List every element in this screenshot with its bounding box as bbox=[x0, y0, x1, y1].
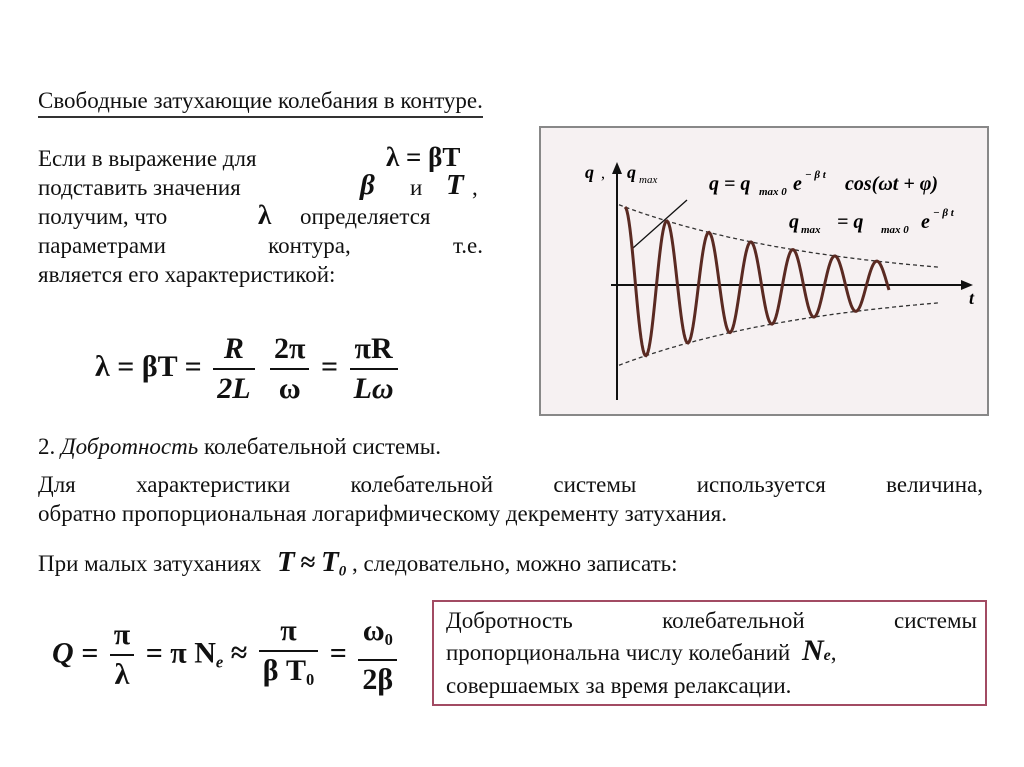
q-frac3-num: ω bbox=[362, 614, 385, 647]
ne-box-subscript: e bbox=[823, 647, 831, 664]
q-frac2-den: β T bbox=[262, 654, 307, 687]
quality-line-2: обратно пропорциональная логарифмическому декременту затухания. bbox=[38, 501, 727, 526]
q-formula-mid: = π N bbox=[145, 636, 216, 670]
y-label-q: q bbox=[585, 162, 594, 182]
t-symbol-2: T bbox=[276, 546, 295, 578]
formula1-lhs: q = q bbox=[709, 173, 751, 195]
lambda-formula bbox=[95, 330, 402, 408]
formula2-sub2: max 0 bbox=[881, 224, 909, 236]
fraction-3-numerator: πR bbox=[350, 330, 398, 370]
formula2-sub1: max bbox=[801, 224, 821, 236]
intro-line-1: Если в выражение для bbox=[38, 146, 257, 171]
quality-paragraph bbox=[38, 470, 983, 528]
y-label-sep: , bbox=[601, 165, 605, 182]
q-frac2-num: π bbox=[259, 612, 319, 652]
section-term: Добротность bbox=[61, 434, 199, 459]
comma: , bbox=[472, 175, 478, 200]
intro-line-2: подставить значения bbox=[38, 175, 241, 200]
intro-line-4: параметрами контура, т.е. bbox=[38, 233, 483, 258]
y-label-qmax-sub: max bbox=[639, 174, 658, 186]
section-2-heading bbox=[38, 432, 441, 462]
lambda-symbol: λ bbox=[258, 200, 272, 230]
lower-envelope bbox=[619, 303, 939, 365]
fraction-1-denominator: 2L bbox=[217, 372, 251, 405]
q-approx: ≈ bbox=[230, 636, 248, 670]
equals-sign: = bbox=[320, 349, 339, 383]
graph-svg bbox=[541, 128, 987, 414]
t0-subscript: 0 bbox=[338, 563, 347, 580]
box-line-2: пропорциональна числу колебаний bbox=[446, 640, 791, 665]
fraction-1-numerator: R bbox=[213, 330, 254, 370]
y-label-qmax: q bbox=[627, 162, 636, 182]
intro-paragraph bbox=[38, 144, 483, 289]
intro-line-3: получим, что bbox=[38, 204, 168, 229]
section-rest: колебательной системы. bbox=[203, 434, 441, 459]
small-damping-line bbox=[38, 544, 678, 590]
lambda-formula-inline: λ = βT bbox=[386, 142, 461, 172]
formula1-rhs: cos(ωt + φ) bbox=[845, 173, 939, 195]
formula1-e: e bbox=[793, 173, 802, 195]
intro-line-5: является его характеристикой: bbox=[38, 262, 336, 287]
q-equals: = bbox=[329, 636, 347, 670]
upper-envelope bbox=[619, 205, 939, 267]
small-damping-rest: , следовательно, можно записать: bbox=[351, 551, 678, 576]
approx-sign: ≈ bbox=[300, 547, 316, 577]
formula2-eq: = q bbox=[837, 211, 864, 233]
quality-definition-box bbox=[432, 600, 987, 706]
formula2-lhs: q bbox=[789, 211, 799, 233]
q-formula bbox=[52, 612, 401, 699]
beta-symbol: β bbox=[360, 169, 375, 201]
page-title: Свободные затухающие колебания в контуре. bbox=[38, 86, 483, 118]
t-symbol: T bbox=[446, 169, 464, 201]
lambda-formula-lhs: λ = βT = bbox=[95, 349, 202, 383]
ne-subscript: e bbox=[215, 652, 224, 672]
q-frac3-num-sub: 0 bbox=[384, 629, 393, 649]
quality-line-1: Для характеристики колебательной системы используется величина, bbox=[38, 472, 983, 497]
formula1-exp: − β t bbox=[805, 169, 826, 181]
fraction-2-denominator: ω bbox=[278, 372, 301, 405]
small-damping-text: При малых затуханиях bbox=[38, 551, 262, 576]
y-axis-arrow bbox=[612, 162, 622, 174]
fraction-3-denominator: Lω bbox=[353, 372, 394, 405]
fraction-2-numerator: 2π bbox=[270, 330, 309, 370]
box-line-3: совершаемых за время релаксации. bbox=[446, 673, 792, 698]
damped-oscillation-graph bbox=[539, 126, 989, 416]
and-word: и bbox=[410, 175, 423, 200]
formula2-e: e bbox=[921, 211, 930, 233]
box-line-1: Добротность колебательной системы bbox=[446, 608, 977, 633]
intro-line-3b: определяется bbox=[300, 204, 431, 229]
formula2-exp: − β t bbox=[933, 207, 954, 219]
q-formula-lhs: Q = bbox=[52, 636, 99, 670]
section-number: 2. bbox=[38, 434, 56, 459]
box-comma: , bbox=[830, 640, 837, 665]
x-label-t: t bbox=[969, 288, 975, 308]
ne-symbol: N bbox=[801, 634, 824, 667]
q-frac1-den: λ bbox=[114, 658, 130, 692]
q-frac3-den: 2β bbox=[362, 662, 394, 696]
t0-symbol: T bbox=[321, 546, 339, 578]
formula1-sub: max 0 bbox=[759, 186, 787, 198]
q-frac2-den-sub: 0 bbox=[306, 669, 315, 689]
q-frac1-num: π bbox=[110, 616, 134, 656]
